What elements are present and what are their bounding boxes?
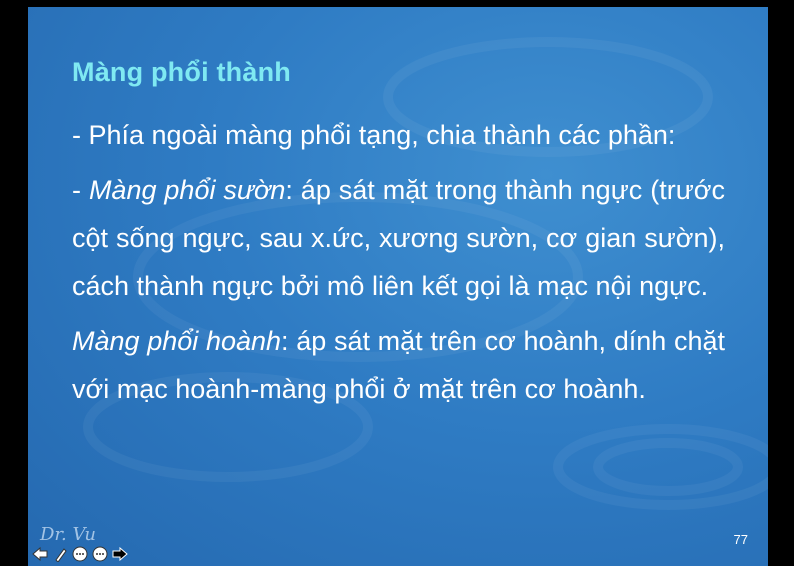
diaphragm-pleura-text: : áp sát mặt trên cơ hoành, dính chặt với mạc hoành-màng phổi ở mặt trên cơ hoành. xyxy=(72,326,726,404)
slide-body xyxy=(72,111,725,420)
options-icon[interactable] xyxy=(90,544,109,563)
menu-icon[interactable] xyxy=(70,544,89,563)
arrow-right-icon[interactable] xyxy=(110,544,129,563)
rib-pleura-text: : áp sát mặt trong thành ngực (trước cột sống ngực, sau x.ức, xương sườn, cơ gian sườn), cách thành ngực bởi mô liên kết gọi là mạc nội ngực. xyxy=(72,175,725,301)
rib-pleura-paragraph xyxy=(72,166,725,310)
author-logo: Dr. Vu xyxy=(40,524,96,545)
slide xyxy=(28,7,768,566)
intro-bullet: - Phía ngoài màng phổi tạng, chia thành các phần: xyxy=(72,120,676,150)
diaphragm-pleura-term: Màng phổi hoành xyxy=(72,326,282,356)
slide-title: Màng phổi thành xyxy=(72,57,291,87)
diaphragm-pleura-paragraph xyxy=(72,317,725,413)
page-number: 77 xyxy=(733,532,748,547)
rib-prefix: - xyxy=(72,175,89,205)
arrow-left-icon[interactable] xyxy=(30,544,49,563)
pen-icon[interactable] xyxy=(50,544,69,563)
slide-navigation xyxy=(30,544,129,563)
rib-pleura-term: Màng phổi sườn xyxy=(88,175,286,205)
